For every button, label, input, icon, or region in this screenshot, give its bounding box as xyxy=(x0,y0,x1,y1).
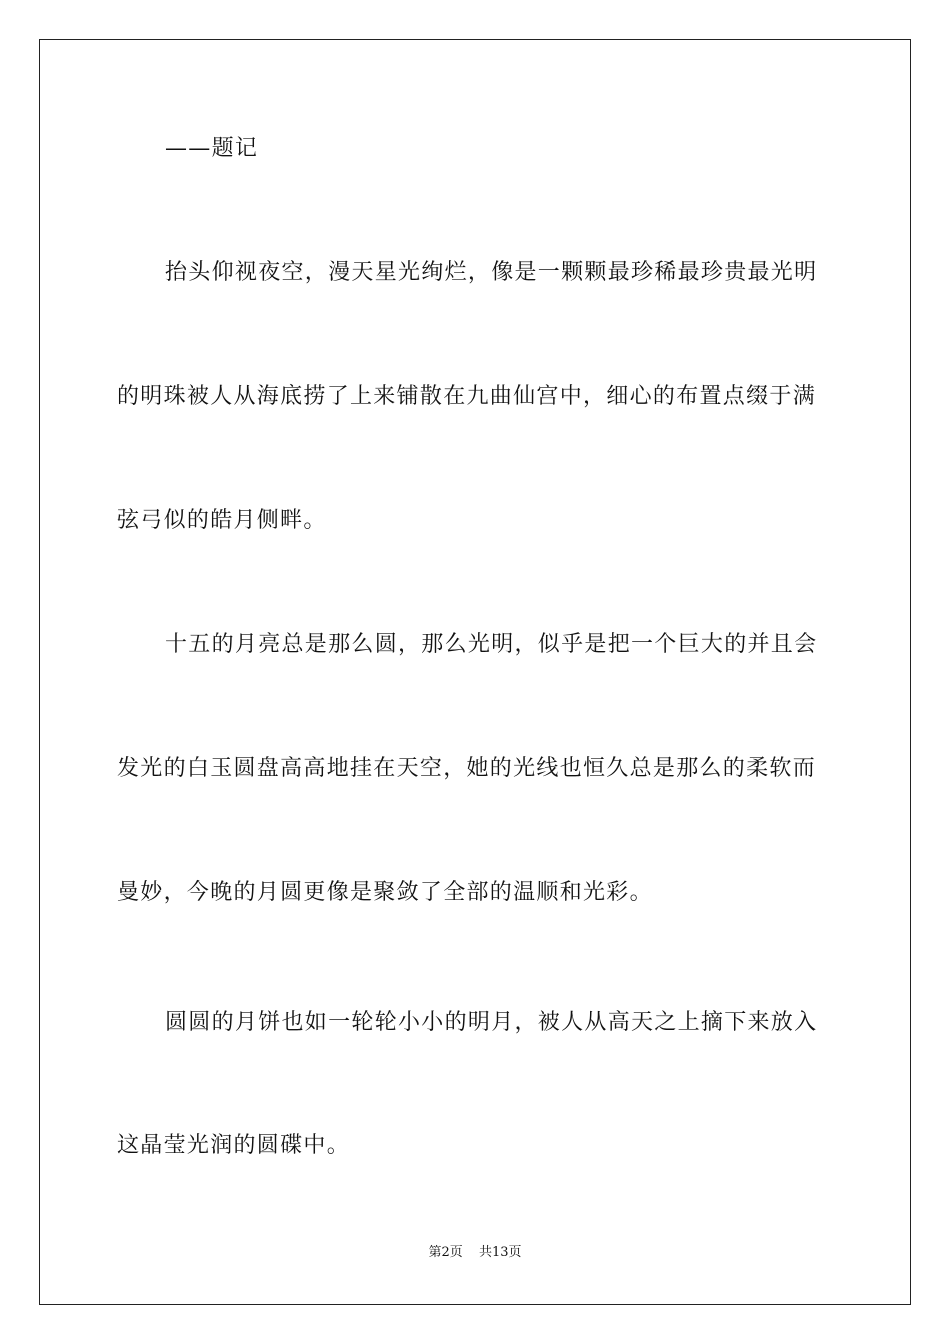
paragraph-2-line-1: 十五的月亮总是那么圆，那么光明，似乎是把一个巨大的并且会 xyxy=(165,632,818,657)
paragraph-3-line-1: 圆圆的月饼也如一轮轮小小的明月，被人从高天之上摘下来放入 xyxy=(165,1010,818,1035)
page-number: 第2页 xyxy=(428,1245,463,1260)
paragraph-1-line-1: 抬头仰视夜空，漫天星光绚烂，像是一颗颗最珍稀最珍贵最光明 xyxy=(165,260,818,285)
paragraph-2-line-3: 曼妙，今晚的月圆更像是聚敛了全部的温顺和光彩。 xyxy=(117,880,653,905)
page-border xyxy=(39,39,911,1305)
page-total: 共13页 xyxy=(478,1245,522,1260)
paragraph-1-line-3: 弦弓似的皓月侧畔。 xyxy=(117,508,327,533)
paragraph-1-line-2: 的明珠被人从海底捞了上来铺散在九曲仙宫中，细心的布置点缀于满 xyxy=(117,384,817,409)
epigraph: ——题记 xyxy=(165,136,259,161)
paragraph-2-line-2: 发光的白玉圆盘高高地挂在天空，她的光线也恒久总是那么的柔软而 xyxy=(117,756,817,781)
paragraph-3-line-2: 这晶莹光润的圆碟中。 xyxy=(117,1133,351,1158)
page-footer xyxy=(0,1244,950,1262)
